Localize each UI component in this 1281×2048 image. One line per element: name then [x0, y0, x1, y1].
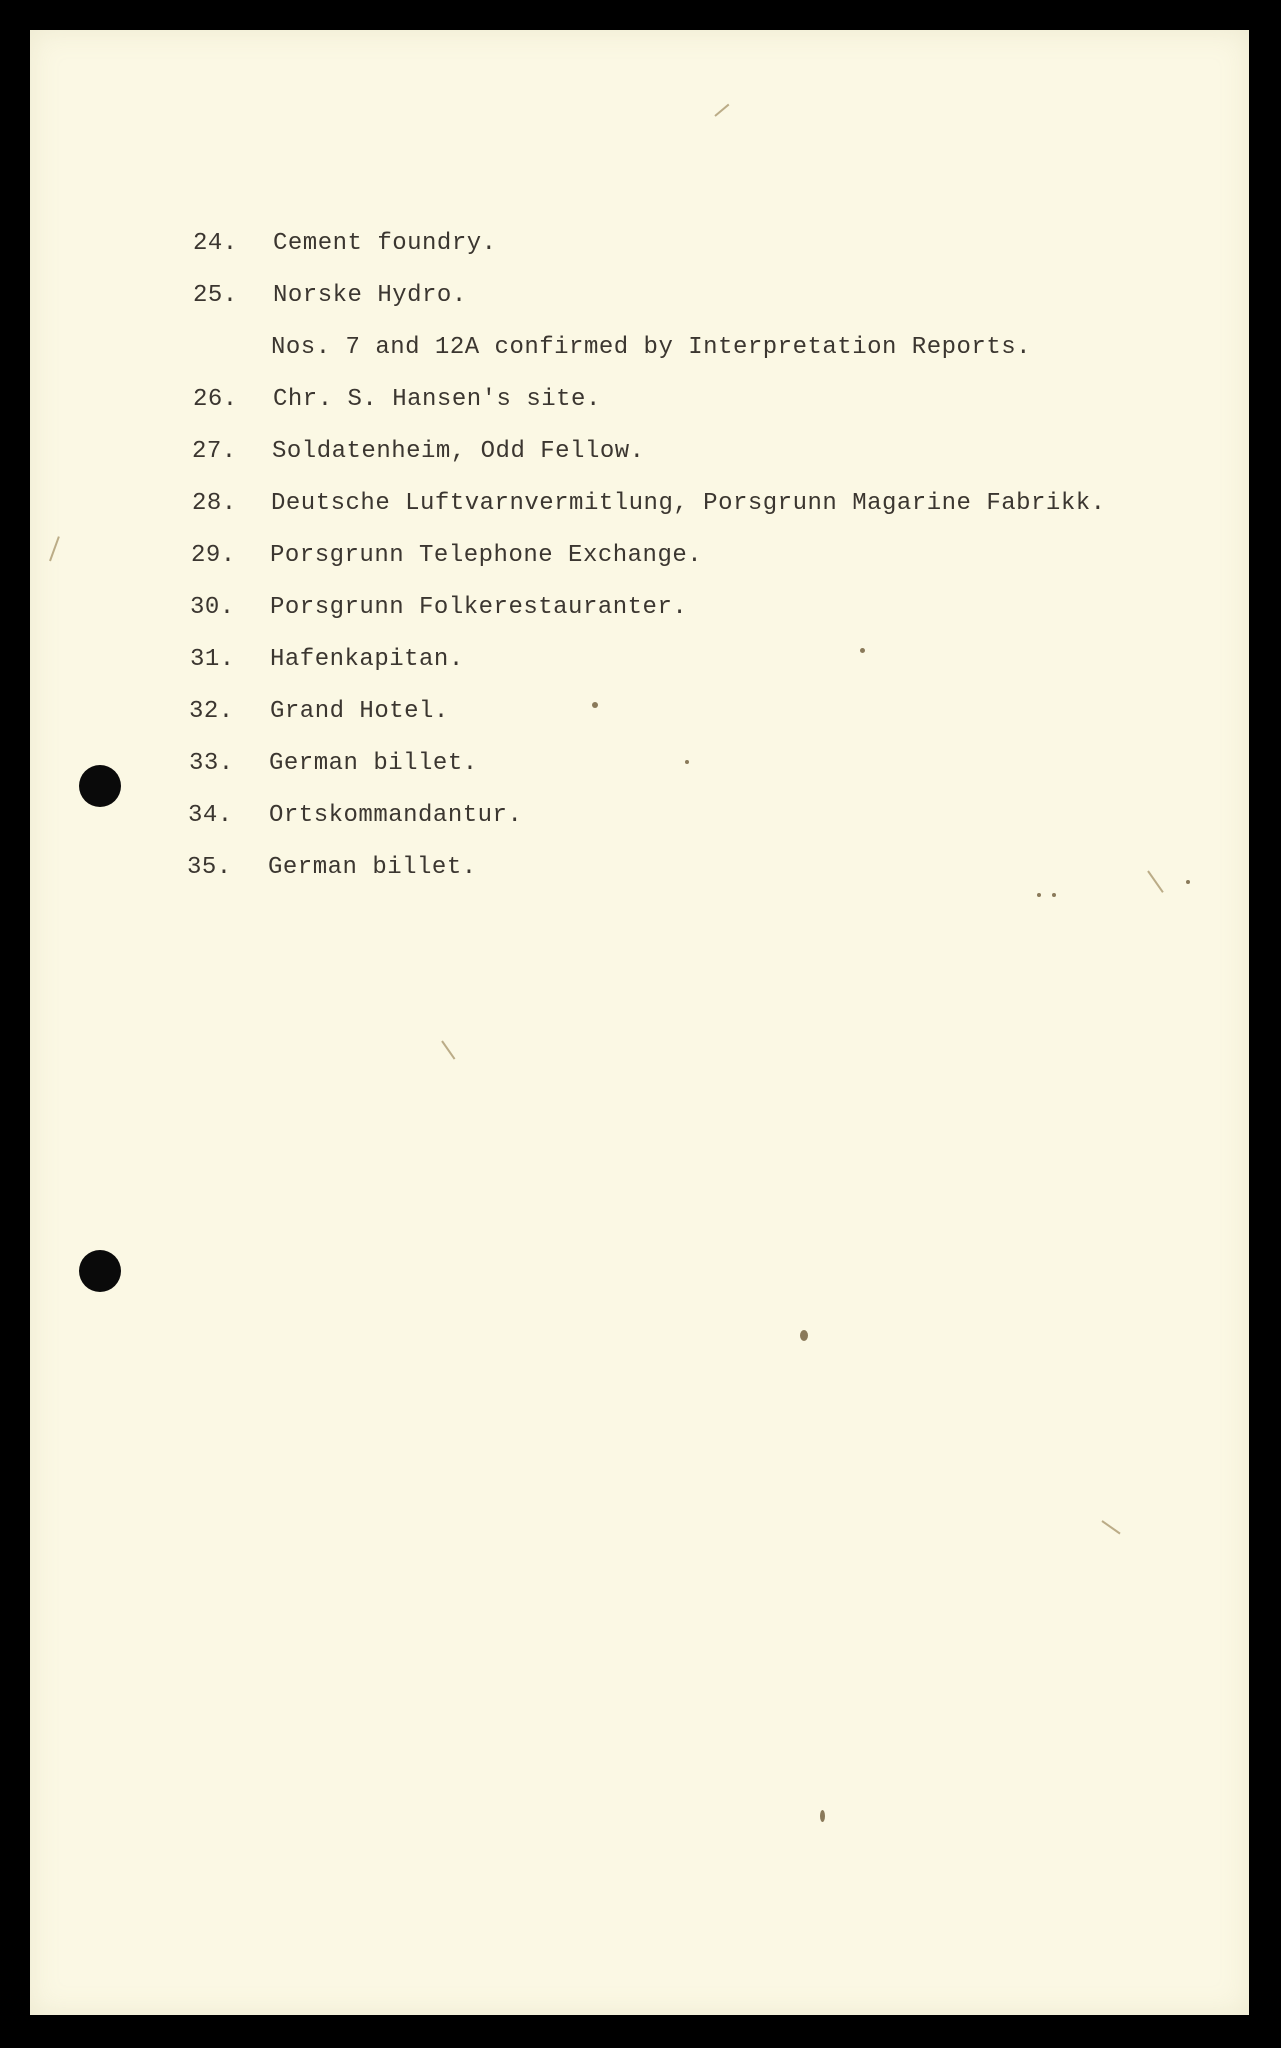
item-text: German billet. — [269, 750, 478, 777]
item-text: Porsgrunn Telephone Exchange. — [270, 542, 703, 569]
document-page — [30, 30, 1249, 2015]
paper-speck — [820, 1810, 825, 1822]
paper-fiber — [441, 1040, 455, 1059]
punch-hole-top — [79, 765, 121, 807]
item-number: 29. — [191, 542, 236, 569]
paper-fiber — [714, 104, 729, 117]
paper-speck — [592, 702, 598, 708]
item-number: 28. — [192, 490, 237, 517]
paper-speck — [1052, 893, 1056, 897]
item-text: Deutsche Luftvarnvermitlung, Porsgrunn Magarine Fabrikk. — [271, 490, 1106, 517]
paper-speck — [685, 760, 689, 764]
paper-speck — [1186, 880, 1190, 884]
paper-fiber — [49, 536, 60, 561]
item-text: Grand Hotel. — [270, 698, 449, 725]
paper-speck — [860, 648, 865, 653]
item-number: 32. — [189, 698, 234, 725]
confirmation-note: Nos. 7 and 12A confirmed by Interpretation Reports. — [271, 334, 1032, 361]
paper-fiber — [1147, 870, 1164, 892]
item-number: 25. — [193, 282, 238, 309]
paper-speck — [1037, 893, 1041, 897]
item-number: 24. — [193, 230, 238, 257]
item-text: German billet. — [268, 854, 477, 881]
item-text: Ortskommandantur. — [269, 802, 523, 829]
item-number: 34. — [188, 802, 233, 829]
item-text: Hafenkapitan. — [270, 646, 464, 673]
item-number: 33. — [189, 750, 234, 777]
item-number: 26. — [193, 386, 238, 413]
item-text: Porsgrunn Folkerestauranter. — [270, 594, 688, 621]
paper-fiber — [1101, 1520, 1120, 1534]
paper-speck — [800, 1330, 808, 1341]
punch-hole-bottom — [79, 1250, 121, 1292]
item-text: Chr. S. Hansen's site. — [273, 386, 601, 413]
item-number: 35. — [187, 854, 232, 881]
item-text: Soldatenheim, Odd Fellow. — [272, 438, 645, 465]
item-number: 27. — [192, 438, 237, 465]
item-text: Cement foundry. — [273, 230, 497, 257]
item-text: Norske Hydro. — [273, 282, 467, 309]
item-number: 30. — [190, 594, 235, 621]
item-number: 31. — [190, 646, 235, 673]
